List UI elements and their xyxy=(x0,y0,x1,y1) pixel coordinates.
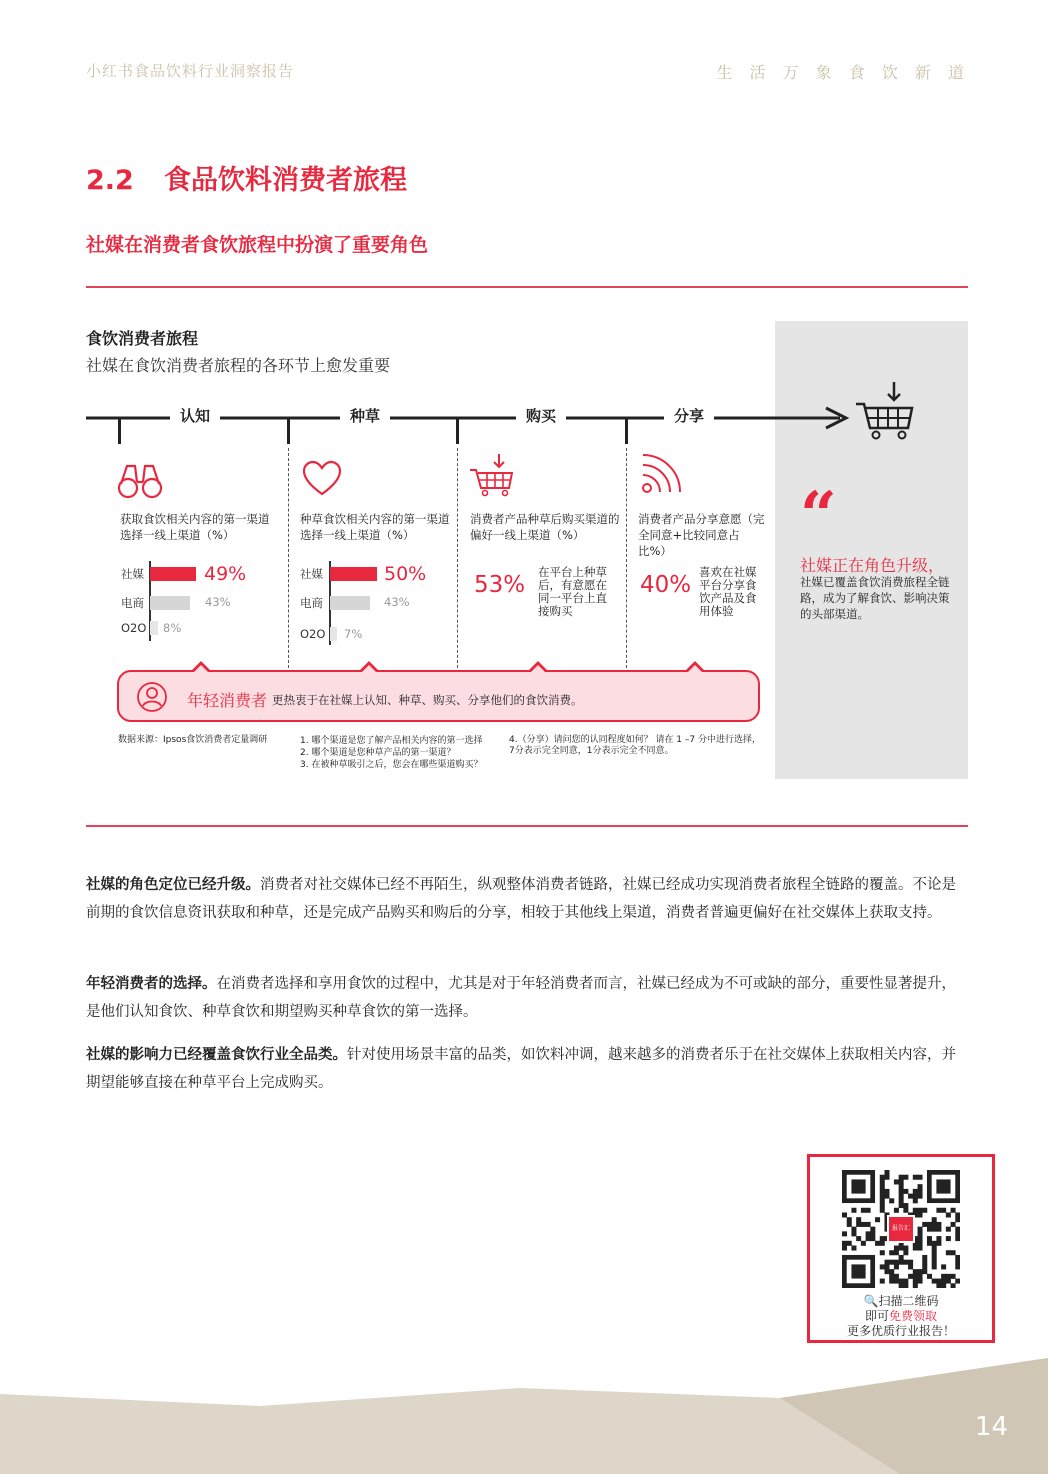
journey-tick xyxy=(118,418,121,444)
journey-tick xyxy=(287,418,290,444)
bar-label: 电商 xyxy=(300,596,323,610)
value-social: 49% xyxy=(204,563,247,585)
qr-line-3: 更多优质行业报告！ xyxy=(846,1324,955,1338)
purchase-desc: 在平台上种草后，有意愿在同一平台上直接购买 xyxy=(538,565,607,618)
binoculars-icon xyxy=(117,460,163,502)
column-separator xyxy=(626,448,627,668)
person-icon xyxy=(136,681,168,713)
paragraph-lead: 社媒的角色定位已经升级。 xyxy=(86,877,260,893)
share-desc: 喜欢在社媒平台分享食饮产品及食用体验 xyxy=(699,565,757,618)
qr-badge: 报告汇 xyxy=(887,1215,915,1243)
paragraph-lead: 社媒的影响力已经覆盖食饮行业全品类。 xyxy=(86,1047,347,1063)
quote-icon: “ xyxy=(800,478,837,553)
young-consumer-text: 更热衷于在社媒上认知、种草、购买、分享他们的食饮消费。 xyxy=(272,693,583,707)
bar-o2o xyxy=(150,621,158,635)
report-slogan: 生 活 万 象 食 饮 新 道 xyxy=(716,63,970,82)
data-source: 数据来源：Ipsos食饮消费者定量调研 xyxy=(118,735,268,745)
source-note-2: 2. 哪个渠道是您种草产品的第一渠道？ xyxy=(300,748,456,758)
paragraph-lead: 年轻消费者的选择。 xyxy=(86,976,217,992)
bar-label: 电商 xyxy=(121,596,144,610)
bar-label: 社媒 xyxy=(300,567,323,581)
paragraph-body: 针对使用场景丰富的品类，如饮料冲调，越来越多的消费者乐于在社交媒体上获取相关内容，并期望能够直接在种草平台上完成购买。 xyxy=(86,1047,956,1091)
stage-awareness: 认知 xyxy=(170,405,220,426)
section-number: 2.2 xyxy=(86,165,134,196)
column-separator xyxy=(457,448,458,668)
section-title xyxy=(86,158,407,197)
bar-social xyxy=(330,567,377,581)
value-o2o: 8% xyxy=(163,621,182,635)
question-1: 获取食饮相关内容的第一渠道选择一线上渠道（%） xyxy=(120,512,270,542)
page-number: 14 xyxy=(974,1412,1008,1442)
bar-label: O2O xyxy=(121,621,147,635)
panel-headline: 社媒正在角色升级， xyxy=(800,556,945,575)
panel-text: 社媒已覆盖食饮消费旅程全链路，成为了解食饮、影响决策的头部渠道。 xyxy=(800,575,950,621)
question-4: 消费者产品分享意愿（完全同意+比较同意占比%） xyxy=(638,512,765,558)
bar-ecommerce xyxy=(150,596,190,610)
section-title-text: 食品饮料消费者旅程 xyxy=(164,165,407,196)
divider-bottom xyxy=(86,825,968,827)
source-note-3: 3. 在被种草吸引之后，您会在哪些渠道购买？ xyxy=(300,760,483,770)
question-2: 种草食饮相关内容的第一渠道选择一线上渠道（%） xyxy=(300,512,450,542)
paragraph-body: 在消费者选择和享用食饮的过程中，尤其是对于年轻消费者而言，社媒已经成为不可或缺的部分，重要性显著提升，是他们认知食饮、种草食饮和期望购买种草食饮的第一选择。 xyxy=(86,976,956,1020)
bar-label: O2O xyxy=(300,627,326,641)
bar-ecommerce xyxy=(330,596,370,610)
value-ecommerce: 43% xyxy=(205,595,231,609)
report-title: 小红书食品饮料行业洞察报告 xyxy=(86,62,295,80)
stage-purchase: 购买 xyxy=(516,405,566,426)
source-note-4: 4.（分享）请问您的认同程度如何？ 请在 1 –7 分中进行选择，7分表示完全同意，1分表示完全不同意。 xyxy=(509,735,761,756)
young-consumer-highlight: 年轻消费者 xyxy=(187,691,268,710)
value-social: 50% xyxy=(384,563,427,585)
paragraph-young-choice xyxy=(86,970,970,1026)
stage-share: 分享 xyxy=(664,405,714,426)
paragraph-influence xyxy=(86,1041,970,1097)
journey-line xyxy=(0,400,860,440)
subheading: 社媒在消费者食饮旅程中扮演了重要角色 xyxy=(86,234,429,256)
heart-icon xyxy=(302,460,342,498)
paragraph-body: 消费者对社交媒体已经不再陌生，纵观整体消费者链路，社媒已经成功实现消费者旅程全链路的覆盖。不论是前期的食饮信息资讯获取和种草，还是完成产品购买和购后的分享，相较于其他线上渠道，消费者普遍更偏好在社交媒体上获取支持。 xyxy=(86,877,956,921)
bar-label: 社媒 xyxy=(121,567,144,581)
stage-seeding: 种草 xyxy=(340,405,390,426)
footer-band xyxy=(0,1358,1048,1474)
divider-top xyxy=(86,286,968,288)
value-ecommerce: 43% xyxy=(384,595,410,609)
journey-tick xyxy=(625,418,628,444)
cart-arrow-icon xyxy=(852,380,918,442)
share-percent: 40% xyxy=(640,572,692,598)
qr-code-box[interactable] xyxy=(807,1154,995,1343)
signal-icon xyxy=(640,453,682,495)
journey-tick xyxy=(456,418,459,444)
qr-line-1: 🔍扫描二维码 xyxy=(863,1294,939,1308)
figure-title: 食饮消费者旅程 xyxy=(86,329,199,348)
bar-social xyxy=(150,567,196,581)
paragraph-role-upgrade xyxy=(86,871,970,927)
qr-line-2: 即可免费领取 xyxy=(864,1309,938,1323)
purchase-percent: 53% xyxy=(474,572,526,598)
source-note-1: 1. 哪个渠道是您了解产品相关内容的第一选择 xyxy=(300,736,483,746)
column-separator xyxy=(288,448,289,668)
figure-subtitle: 社媒在食饮消费者旅程的各环节上愈发重要 xyxy=(86,356,391,375)
question-3: 消费者产品种草后购买渠道的偏好一线上渠道（%） xyxy=(470,512,620,542)
value-o2o: 7% xyxy=(344,627,363,641)
cart-icon xyxy=(467,452,517,498)
bar-o2o xyxy=(330,627,337,641)
